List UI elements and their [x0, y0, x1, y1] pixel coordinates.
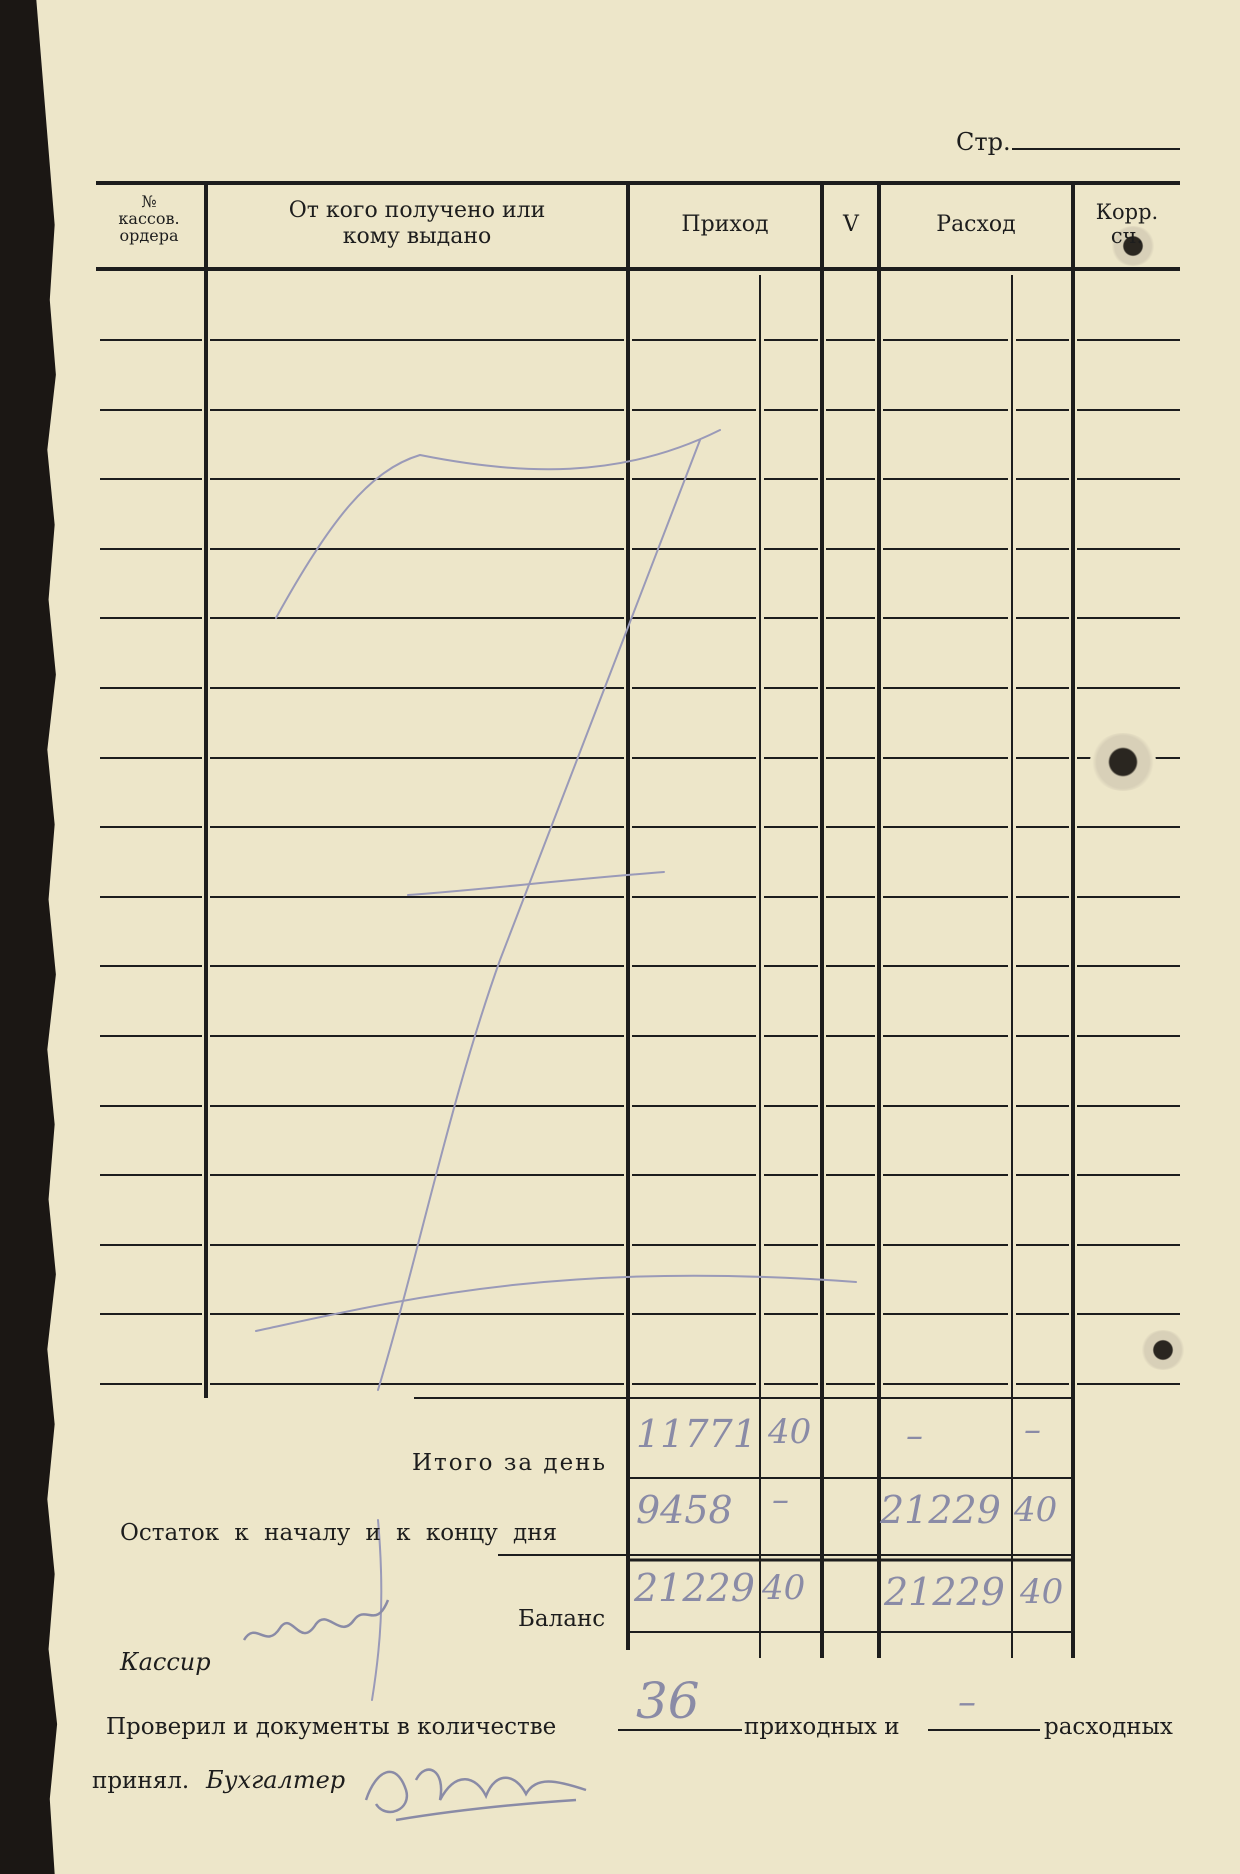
header-corr-account: Корр. сч.	[1095, 200, 1159, 248]
header-check: V	[843, 212, 859, 237]
bal-income-kop: 40	[762, 1568, 806, 1608]
header-income: Приход	[681, 212, 769, 237]
header-expense: Расход	[936, 212, 1016, 237]
bal-expense-rub: 21229	[884, 1570, 1005, 1614]
cashier-signature	[236, 1590, 396, 1664]
day-expense-kop: –	[1024, 1410, 1041, 1450]
header-order-number: № кассов. ордера	[118, 192, 180, 245]
rest-income-rub: 9458	[636, 1488, 733, 1532]
docs-expense-count: –	[958, 1682, 976, 1723]
day-total-label: Итого за день	[412, 1450, 608, 1476]
accountant-label: Бухгалтер	[206, 1766, 346, 1794]
rest-expense-rub: 21229	[880, 1488, 1001, 1532]
punch-hole	[1140, 1330, 1186, 1370]
expense-docs-label: расходных	[1044, 1714, 1173, 1740]
bal-income-rub: 21229	[634, 1566, 755, 1610]
page-number-label: Стр.	[956, 128, 1011, 156]
day-income-rub: 11771	[636, 1412, 757, 1456]
income-docs-label: приходных и	[744, 1714, 900, 1740]
header-from-to: От кого получено или кому выдано	[288, 198, 546, 249]
accountant-signature	[356, 1740, 596, 1834]
cashier-label: Кассир	[120, 1648, 211, 1676]
bal-expense-kop: 40	[1020, 1572, 1064, 1612]
rest-expense-kop: 40	[1014, 1490, 1058, 1530]
day-income-kop: 40	[768, 1412, 812, 1452]
docs-income-count: 36	[636, 1672, 700, 1730]
punch-hole	[1090, 733, 1156, 791]
balance-start-end-label: Остаток к началу и к концу дня	[120, 1520, 558, 1546]
rest-income-kop: –	[772, 1480, 789, 1520]
balance-label: Баланс	[518, 1606, 606, 1632]
checked-label: Проверил и документы в количестве	[106, 1714, 557, 1740]
accepted-label: принял.	[92, 1768, 190, 1794]
day-expense-rub: –	[906, 1416, 923, 1456]
